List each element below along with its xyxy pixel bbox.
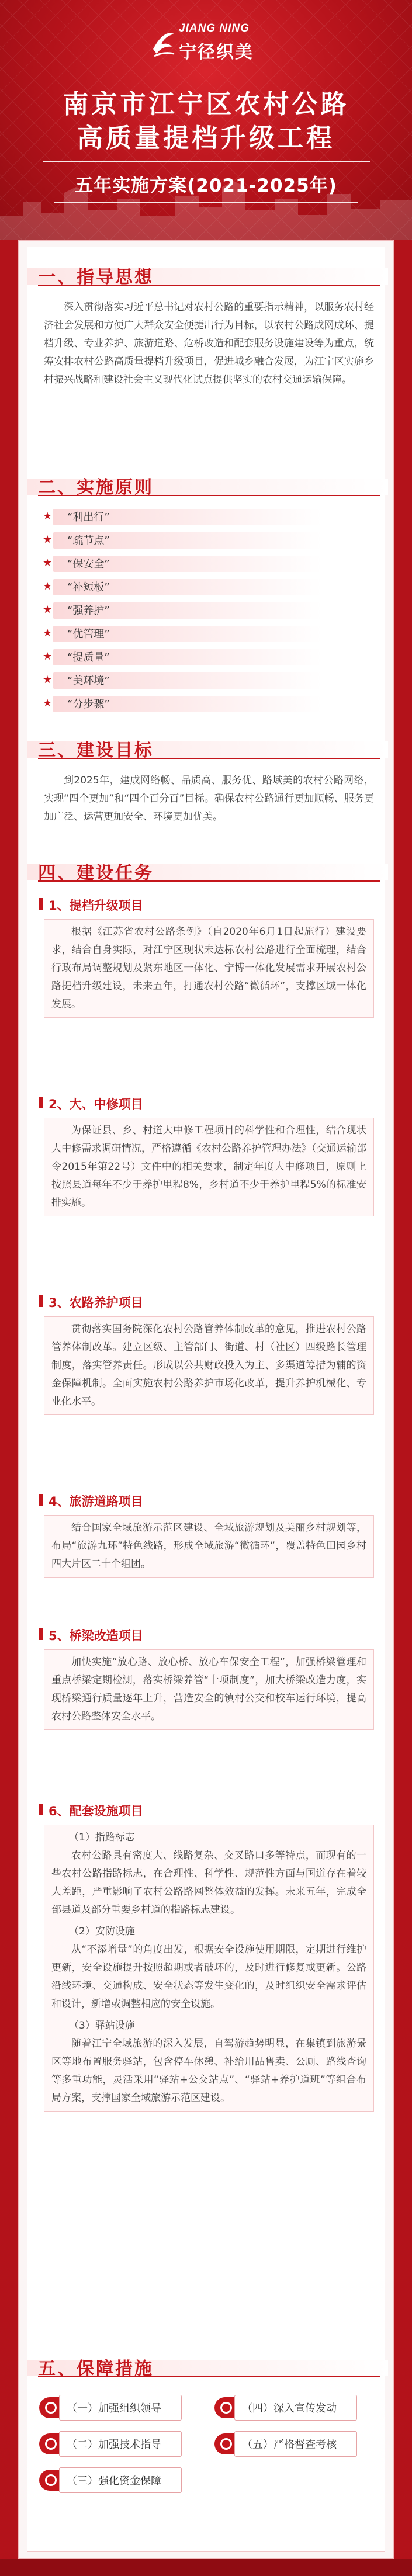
facility-title: （1）指路标志	[69, 1832, 135, 1843]
section-title: 三、建设目标	[38, 740, 154, 761]
title-line-3: 五年实施方案(2021-2025年)	[75, 175, 337, 196]
task-list	[27, 891, 388, 2112]
measure-item: （三）强化资金保障	[39, 2467, 197, 2493]
principle-list	[27, 508, 388, 712]
star-icon: ★	[43, 533, 53, 546]
measure-item: （一）加强组织领导	[39, 2395, 197, 2421]
section-title: 五、保障措施	[38, 2359, 154, 2379]
task-title: 3、农路养护项目	[49, 1296, 143, 1310]
task-item	[27, 1797, 388, 2112]
task-title: 6、配套设施项目	[49, 1804, 143, 1818]
section-title: 四、建设任务	[38, 863, 154, 883]
section-title: 二、实施原则	[38, 477, 154, 498]
measure-item: （四）深入宣传发动	[214, 2395, 372, 2421]
task-item	[27, 1621, 388, 1797]
section-heading	[27, 2350, 388, 2381]
task-title: 4、旅游道路项目	[49, 1495, 143, 1509]
title-divider-bottom	[54, 202, 358, 203]
brand-mark-icon	[151, 26, 176, 61]
principle-item: ★ “疏节点”	[43, 531, 323, 549]
task-item	[27, 1487, 388, 1621]
bullet-icon	[45, 2438, 57, 2450]
section-heading	[27, 469, 388, 500]
principle-item: ★ “美环境”	[43, 671, 323, 689]
title-line-2: 高质量提档升级工程	[77, 123, 335, 153]
bottom-band	[0, 2559, 412, 2576]
task-text: 为保证县、乡、村道大中修工程项目的科学性和合理性，结合现状大中修需求调研情况，严格遵循《农村公路养护管理办法》（交通运输部令2015年第22号）文件中的相关要求，制定年度大中修项目，原则上按照县道每年不少于养护里程8%，乡村道不少于养护里程5%的标准安排实施。	[51, 1125, 366, 1209]
principle-item: ★ “分步骤”	[43, 695, 323, 712]
measure-item: （五）严格督查考核	[214, 2431, 372, 2457]
star-icon: ★	[43, 697, 53, 709]
task-item	[27, 1090, 388, 1288]
facility-text: 从“不添增量”的角度出发，根据安全设施使用期限，定期进行维护更新，安全设施提升按照超期或者破坏的，及时进行修复或更新。公路沿线环境、交通构成、安全状态等发生变化的，及时组织安全需求评估和设计，新增或调整相应的安全设施。	[51, 1944, 366, 2010]
section-guiding-ideology	[27, 259, 388, 389]
bullet-icon	[45, 2474, 57, 2486]
title-divider	[43, 161, 370, 162]
task-item	[27, 891, 388, 1090]
bullet-icon	[220, 2402, 232, 2414]
section-heading	[27, 259, 388, 289]
title-line-1: 南京市江宁区农村公路	[63, 89, 349, 119]
hero-banner	[0, 0, 412, 240]
star-icon: ★	[43, 650, 53, 663]
task-text: 结合国家全域旅游示范区建设、全域旅游规划及美丽乡村规划等，布局“旅游九环”特色线路，形成全域旅游“微循环”，覆盖特色田园乡村四大片区二十个组团。	[51, 1522, 366, 1570]
principle-item: ★ “提质量”	[43, 648, 323, 665]
content-panel	[27, 247, 385, 2552]
measure-item: （二）加强技术指导	[39, 2431, 197, 2457]
star-icon: ★	[43, 674, 53, 686]
task-title: 5、桥梁改造项目	[49, 1629, 143, 1643]
section-text: 到2025年，建成网络畅、品质高、服务优、路域美的农村公路网络，实现“四个更加”和“四个百分百”目标。确保农村公路通行更加顺畅、服务更加广泛、运营更加安全、环境更加优美。	[44, 775, 374, 823]
principle-item: ★ “保安全”	[43, 554, 323, 572]
brand-english-name: JIANG NING	[179, 22, 250, 34]
facility-text: 随着江宁全域旅游的深入发展，自驾游趋势明显，在集镇到旅游景区等地布置服务驿站，包含停车休憩、补给用品售卖、公厕、路线查询等多重功能，灵活采用“驿站+公交站点”、“驿站+养护道班”等组合布局方案，支撑国家全域旅游示范区建设。	[51, 2038, 366, 2104]
principle-item: ★ “利出行”	[43, 508, 323, 525]
facility-title: （2）安防设施	[69, 1926, 135, 1937]
principle-item: ★ “优管理”	[43, 625, 323, 642]
principle-item: ★ “补短板”	[43, 578, 323, 595]
star-icon: ★	[43, 604, 53, 616]
task-item	[27, 1288, 388, 1487]
measure-list	[39, 2395, 378, 2512]
section-principles	[27, 469, 388, 718]
task-text: 根据《江苏省农村公路条例》（自2020年6月1日起施行）建设要求，结合自身实际，对江宁区现状未达标农村公路进行全面梳理，结合行政布局调整规划及紧东地区一体化、宁博一体化发展需求开展农村公路提档升级建设，未来五年，打通农村公路“微循环”，支撑区域一体化发展。	[51, 926, 366, 1010]
facility-text: 农村公路具有密度大、线路复杂、交叉路口多等特点，而现有的一些农村公路指路标志，在合理性、科学性、规范性方面与国道存在着较大差距，严重影响了农村公路路网整体效益的发挥。未来五年，完成全部县道及部分重要乡村道的指路标志建设。	[51, 1850, 366, 1916]
task-title: 1、提档升级项目	[49, 899, 143, 913]
content-frame	[18, 240, 394, 2559]
section-heading	[27, 732, 388, 762]
star-icon: ★	[43, 557, 53, 569]
page-title	[0, 88, 412, 203]
star-icon: ★	[43, 627, 53, 639]
task-text: 贯彻落实国务院深化农村公路管养体制改革的意见，推进农村公路管养体制改革。建立区级、主管部门、街道、村（社区）四级路长管理制度，落实管养责任。形成以公共财政投入为主、多渠道筹措为辅的资金保障机制。全面实施农村公路养护市场化改革，提升养护机械化、专业化水平。	[51, 1323, 366, 1407]
section-heading	[27, 855, 388, 885]
brand-logo	[151, 22, 262, 76]
section-goals	[27, 732, 388, 826]
star-icon: ★	[43, 510, 53, 522]
task-text: 加快实施“放心路、放心桥、放心车保安全工程”，加强桥梁管理和重点桥梁定期检测，落实桥梁养管“十项制度”，加大桥梁改造力度，实现桥梁通行质量逐年上升，营造安全的镇村公交和校车运行环境，提高农村公路整体安全水平。	[51, 1656, 366, 1722]
bullet-icon	[45, 2402, 57, 2414]
bullet-icon	[220, 2438, 232, 2450]
section-safeguards	[27, 2350, 388, 2487]
section-title: 一、指导思想	[38, 267, 154, 287]
task-title: 2、大、中修项目	[49, 1097, 143, 1111]
brand-chinese-name: 宁径织美	[179, 42, 254, 63]
section-tasks	[27, 855, 388, 2112]
section-text: 深入贯彻落实习近平总书记对农村公路的重要指示精神，以服务农村经济社会发展和方便广大群众安全便捷出行为目标，以农村公路成网成环、提档升级、专业养护、旅游道路、危桥改造和配套服务设施建设等为重点，统筹安排农村公路高质量提档升级项目，促进城乡融合发展，为江宁区实施乡村振兴战略和建设社会主义现代化试点提供坚实的农村交通运输保障。	[44, 301, 374, 386]
star-icon: ★	[43, 580, 53, 592]
principle-item: ★ “强养护”	[43, 601, 323, 619]
facility-title: （3）驿站设施	[69, 2020, 135, 2031]
